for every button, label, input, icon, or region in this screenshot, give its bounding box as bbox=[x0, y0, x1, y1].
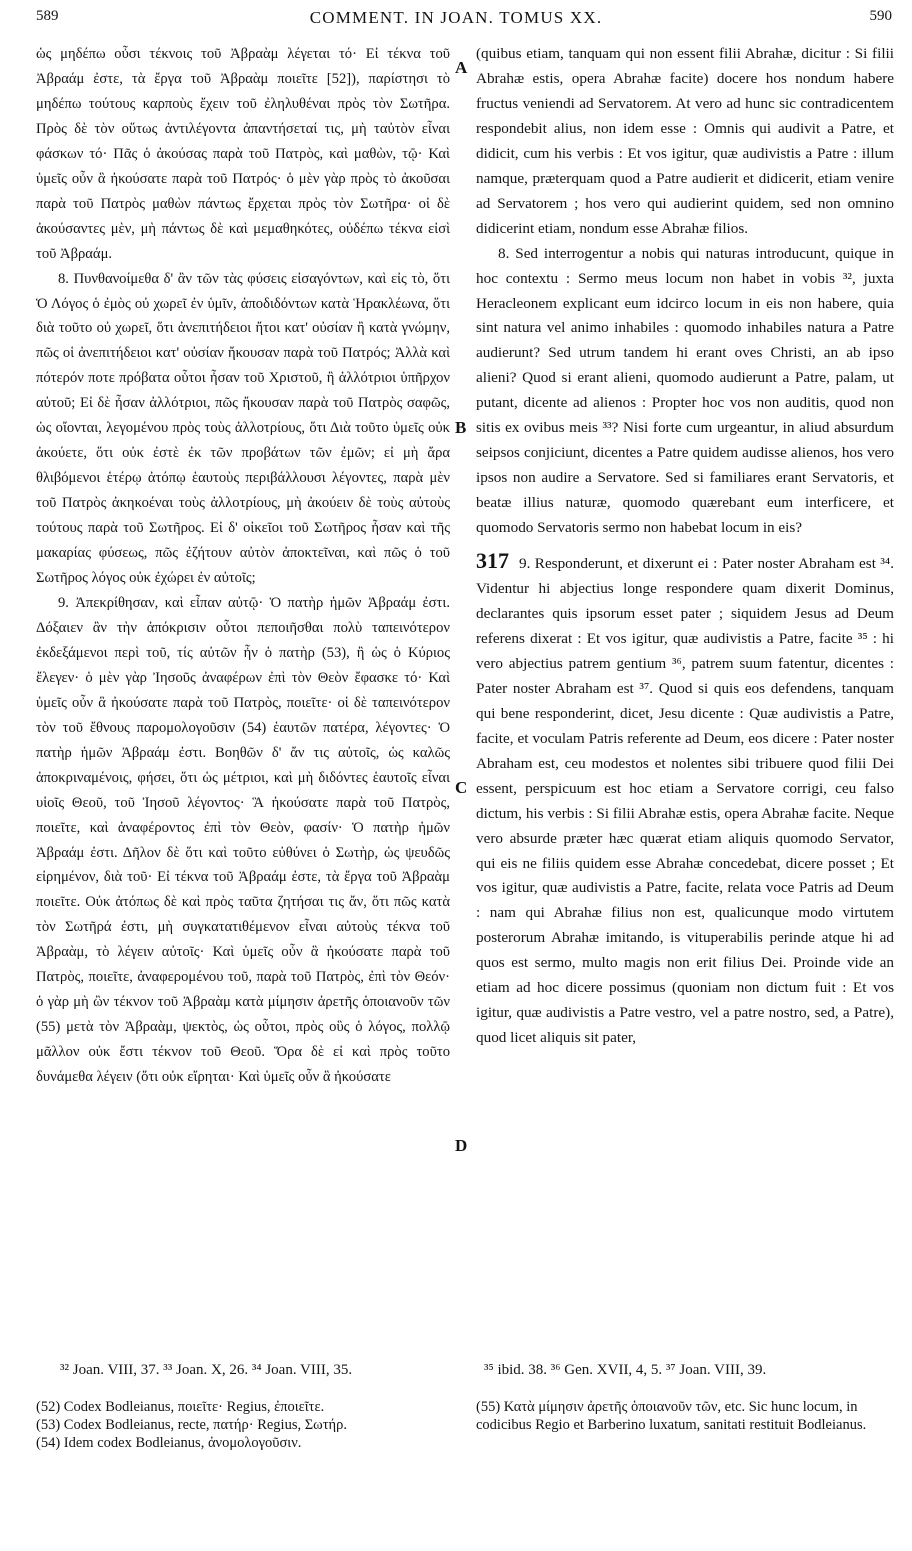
greek-paragraph: 9. Ἀπεκρίθησαν, καὶ εἶπαν αὐτῷ· Ὁ πατὴρ ἡμῶν Ἀβραάμ ἐστι. Δόξαιεν ἂν τὴν ἀπόκρισιν οὗτοι πεποιῆσθαι πολὺ ταπεινότερον ἐκδεξάμενοι περὶ τοῦ, τίς αὐτῶν ἦν ὁ πατὴρ (53), ἢ ὡς ὁ Κύριος ἔλεγεν· ὁ μὲν γὰρ Ἰησοῦς ἀναφέρων ἐπὶ τὸν Θεὸν ἔφασκε τό· Καὶ ὑμεῖς οὖν ἃ ἠκούσατε παρὰ τοῦ Πατρὸς, ποιεῖτε· οἱ δὲ ταπεινότερον τὸν τοῦ ἔθνους παρομολογοῦσιν (54) ἑαυτῶν πατέρα, λέγοντες· Ὁ πατὴρ ἡμῶν Ἀβραάμ ἐστι. Βοηθῶν δ' ἄν τις αὐτοῖς, ὡς καλῶς ἀποκριναμένοις, φήσει, ὅτι ὡς μέτριοι, καὶ μὴ διδόντες ἑαυτοῖς εἶναι υἱοῖς Θεοῦ, τοῦ Ἰησοῦ λέγοντος· Ἃ ἠκούσατε παρὰ τοῦ Πατρὸς, ποιεῖτε, καὶ ἀναφέροντος ἐπὶ τὸν Θεὸν, φασίν· Ὁ πατὴρ ἡμῶν Ἀβραάμ ἐστι. Δῆλον δὲ ὅτι καὶ τοῦτο εὐθύνει ὁ Σωτὴρ, ὡς ψευδῶς εἰρημένον, διὰ τοῦ· Εἰ τέκνα τοῦ Ἀβραάμ ἐστε, τὰ ἔργα τοῦ Ἀβραὰμ ποιεῖτε. Οὐκ ἀτόπως δὲ καὶ πρὸς ταῦτα ζητήσαι τις ἄν, ὅτι πῶς κατὰ τὸν Σωτῆρά ἐστι, μὴ συγκατατιθέμενον εἶναι αὐτοὺς τέκνα τοῦ Ἀβραὰμ, τὸ λέγειν αὐτοῖς· Καὶ ὑμεῖς οὖν ἃ ἠκούσατε παρὰ τοῦ Πατρὸς, ποιεῖτε, ἀναφερομένου τοῦ, παρὰ τοῦ Πατρὸς, ἐπὶ τὸν Θεόν· ὁ γὰρ μὴ ὢν τέκνον τοῦ Ἀβραὰμ κατὰ μίμησιν ἀρετῆς ὁποιανοῦν τῶν (55) μετὰ τὸν Ἀβραὰμ, ψεκτὸς, ὡς οὗτοι, πρὸς οὓς ὁ λόγος, πολλῷ μᾶλλον οὐκ ἔστι τέκνον τοῦ Θεοῦ. Ὅρα δὲ εἰ καὶ πρὸς τοῦτο δυνάμεθα λέγειν (ὅτι οὐκ εἴρηται· Καὶ ὑμεῖς οὖν ἃ ἠκούσατε bbox=[36, 594, 450, 1086]
footnote: (54) Idem codex Bodleianus, ἀνομολογοῦσιν. bbox=[36, 1435, 302, 1451]
greek-paragraph: 8. Πυνθανοίμεθα δ' ἂν τῶν τὰς φύσεις εἰσαγόντων, καὶ εἰς τὸ, ὅτι Ὁ Λόγος ὁ ἐμὸς οὐ χωρεῖ ἐν ὑμῖν, ἀποδιδόντων κατὰ Ἡρακλέωνα, ὅτι διὰ τοῦτο οὐ χωρεῖ, ὅτι ἀνεπιτήδειοι ἤτοι κατ' οὐσίαν ἢ κατὰ γνώμην, πῶς οἱ ἀνεπιτήδειοι κατ' οὐσίαν ἤκουσαν παρὰ τοῦ Πατρός; Ἀλλὰ καὶ πότερόν ποτε πρόβατα οὗτοι ἦσαν τοῦ Χριστοῦ, ἢ ἀλλότριοι ὑπῆρχον αὐτοῦ; Εἰ δὲ ἦσαν ἀλλότριοι, πῶς ἤκουσαν παρὰ τοῦ Πατρὸς σαφῶς, ὡς οἴονται, λεγομένου πρὸς τοὺς ἀλλοτρίους, ὅτι Διὰ τοῦτο ὑμεῖς οὐκ ἀκούετε, ὅτι οὐκ ἐστὲ ἐκ τῶν προβάτων τῶν ἐμῶν; εἰ μὴ ἄρα θλιβόμενοι ἑτέρῳ ἀτόπῳ ἑαυτοὺς περιβάλλουσι λέγοντες, παρὰ μὲν τοῦ Πατρὸς ἀκηκοέναι τοὺς ἀλλοτρίους, μὴ ἀκούειν δὲ τοὺς αὐτοὺς τούτους παρὰ τοῦ Σωτῆρος. Εἰ δ' οἰκεῖοι τοῦ Σωτῆρος ἦσαν καὶ τῆς μακαρίας φύσεως, πῶς ἐζήτουν αὐτὸν ἀποκτεῖναι, καὶ πῶς ὁ τοῦ Σωτῆρος λόγος οὐκ ἐχώρει ἐν αὐτοῖς; bbox=[36, 270, 450, 587]
footnotes-left bbox=[36, 1398, 464, 1452]
footnote: (52) Codex Bodleianus, ποιεῖτε· Regius, ἐποιεῖτε. bbox=[36, 1399, 325, 1415]
running-title: COMMENT. IN JOAN. TOMUS XX. bbox=[309, 8, 603, 27]
scripture-references-left: ³² Joan. VIII, 37. ³³ Joan. X, 26. ³⁴ Joan. VIII, 35. bbox=[60, 1362, 353, 1378]
scripture-references-right: ³⁵ ibid. 38. ³⁶ Gen. XVII, 4, 5. ³⁷ Joan. VIII, 39. bbox=[484, 1362, 767, 1378]
margin-letter-c: C bbox=[455, 778, 468, 797]
margin-letter-b: B bbox=[455, 418, 467, 437]
footnote: (53) Codex Bodleianus, recte, πατήρ· Regius, Σωτήρ. bbox=[36, 1417, 347, 1433]
page-number-left: 589 bbox=[36, 8, 59, 24]
latin-paragraph: 8. Sed interrogentur a nobis qui naturas introducunt, quique in hoc contextu : Sermo meus locum non habet in vobis ³², juxta Heracleonem explicant eum idcirco locum in eis non habere, quia sint natura vel animo inhabiles : quomodo inhabiles natura a Patre audierunt? Sed utrum tandem hi erant oves Christi, an ab ipso alieni? Quod si erant alieni, quomodo audierunt a Patre, palam, ut putant, dicente ad alienos : Propter hoc vos non auditis, quod non sitis ex ovibus meis ³³? Nisi forte cum urgeantur, in aliud absurdum seipsos conjiciunt, dicentes a Patre quidem audisse alienos, hos vero ipsos non audire a Servatore. Sed si familiares erant Servatoris, et beatæ illius naturæ, quomodo quærebant eum interficere, et quomodo Servatoris sermo non habebat locum in eis? bbox=[476, 244, 894, 537]
page-header bbox=[0, 8, 912, 34]
latin-column bbox=[476, 42, 894, 1051]
latin-paragraph-with-colno bbox=[476, 549, 894, 1051]
footnote: (55) Κατὰ μίμησιν ἀρετῆς ὁποιανοῦν τῶν, etc. Sic hunc locum, in codicibus Regio et Barberino luxatum, sanitati restituit Bodleianus. bbox=[476, 1399, 867, 1433]
greek-paragraph: ὡς μηδέπω οὖσι τέκνοις τοῦ Ἀβραὰμ λέγεται τό· Εἰ τέκνα τοῦ Ἀβραάμ ἐστε, τὰ ἔργα τοῦ Ἀβραὰμ ποιεῖτε [52]), παρίστησι τὸ μηδέπω τούτους καρποὺς ἔχειν τοῦ ἐληλυθέναι πρὸς τὸν Σωτῆρα. Πρὸς δὲ τὸν οὕτως ἀντιλέγοντα ἀπαντήσεταί τις, μὴ ταὐτὸν εἶναι φάσκων τό· Πᾶς ὁ ἀκούσας παρὰ τοῦ Πατρὸς, καὶ μαθὼν, τῷ· Καὶ ὑμεῖς οὖν ἃ ἠκούσατε παρὰ τοῦ Πατρός· ὁ μὲν γὰρ πρὸς τὸ ἀκοῦσαι παρὰ τοῦ Πατρὸς μαθὼν πάντως ἔρχεται πρὸς τὸν Σωτῆρα· οἱ δὲ ἀκούσαντες μὲν, μὴ πάντως δὲ καὶ μεμαθηκότες, οὐδέπω τέκνα εἰσὶ τοῦ Ἀβραάμ. bbox=[36, 46, 450, 262]
column-number: 317 bbox=[476, 548, 509, 574]
latin-paragraph: (quibus etiam, tanquam qui non essent filii Abrahæ, dicitur : Si filii Abrahæ estis, opera Abrahæ facite) docere hos nondum habere fructus veniendi ad Servatorem. At vero ad hunc sic contradicentem respondebit alius, non idem esse : Omnis qui audivit a Patre, et didicit, cum his verbis : Et vos igitur, quæ audivistis a Patre : illum namque, præterquam quod a Patre audierit et didicerit, etiam venire ad Servatorem ; hos vero qui audierint quidem, sed non omnino didicerint etiam, nondum esse Abrahæ filios. bbox=[476, 45, 894, 237]
page-number-right: 590 bbox=[869, 8, 892, 24]
greek-column bbox=[36, 42, 450, 1090]
margin-letter-a: A bbox=[455, 58, 468, 77]
footnotes-right bbox=[476, 1398, 896, 1434]
margin-letter-d: D bbox=[455, 1136, 468, 1155]
latin-paragraph-text: 9. Responderunt, et dixerunt ei : Pater noster Abraham est ³⁴. Videntur hi abjectius longe respondere quam dixerit Dominus, declarantes quis ipsorum esset pater ; siquidem Jesus ad Deum referens dixerat : Et vos igitur, quæ audivistis a Patre, facite ³⁵ : hi vero abjectius patrem gentium ³⁶, patrem suum fatentur, dicentes : Pater noster Abraham est ³⁷. Quod si quis eos defendens, tanquam qui bene responderint, dicet, Jesu dicente : Quæ audivistis a Patre, facite, et voculam Patris referente ad Deum, eos dicere : Pater noster Abraham est, ceu modestos et nolentes sibi tribuere quod filii Dei essent, perspicuum est hoc etiam a Servatore corrigi, ceu falso dictum, his verbis : Si filii Abrahæ estis, opera Abrahæ facite. Neque vero absurde præter hæc quærat etiam aliquis quomodo Servator, qui eis ne filiis quidem esse Abrahæ concedebat, dicere posset ; Et vos igitur, quæ audivistis a Patre, facite, relata voce Patris ad Deum : nam qui Abrahæ filius non est, qualicunque modo virtutem posterorum Abrahæ imitando, is vituperabilis perinde atque hi ad quos est sermo, multo magis non erit filius Dei. Proinde vide an etiam ad hoc dicere possimus (quoniam non dictum fuit : Et vos igitur, quæ audivistis a Patre vestro, vel a patre nostro, sed, a Patre), quod licet aliquis sit pater, bbox=[476, 555, 894, 1047]
